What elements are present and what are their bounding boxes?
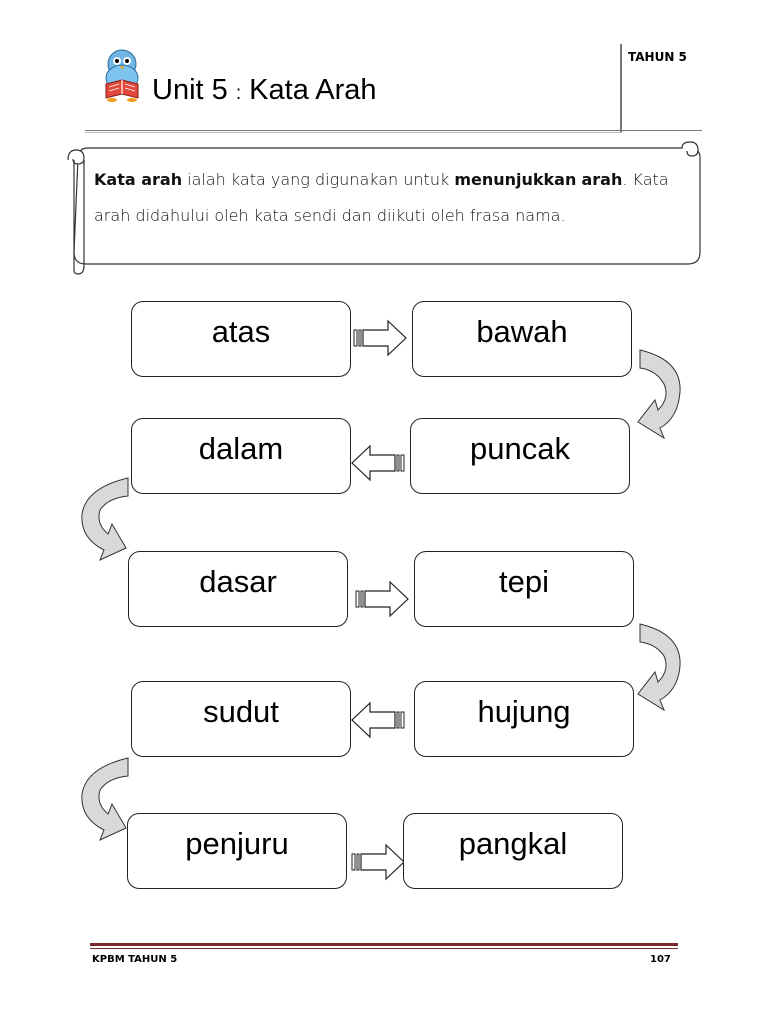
- word-box-penjuru: penjuru: [127, 813, 347, 889]
- word-box-bawah: bawah: [412, 301, 632, 377]
- word-box-dasar: dasar: [128, 551, 348, 627]
- definition-emphasis-1: menunjukkan: [454, 170, 577, 189]
- unit-label: Unit 5: [152, 74, 228, 106]
- word-box-hujung: hujung: [414, 681, 634, 757]
- arrow-right-2: [356, 582, 408, 616]
- footer-rule: [90, 943, 678, 946]
- word-box-tepi: tepi: [414, 551, 634, 627]
- footer-label: KPBM TAHUN 5: [92, 954, 178, 965]
- arrow-left-1: [352, 446, 404, 480]
- curved-arrow-left-2: [82, 758, 128, 840]
- arrow-left-2: [352, 703, 404, 737]
- curved-arrow-left-1: [82, 478, 128, 560]
- word-box-dalam: dalam: [131, 418, 351, 494]
- definition-emphasis-2: arah: [581, 170, 623, 189]
- title-colon: :: [235, 83, 242, 104]
- arrow-right-1: [354, 321, 406, 355]
- word-box-atas: atas: [131, 301, 351, 377]
- definition-part1: ialah kata yang digunakan untuk: [182, 170, 455, 189]
- definition-part2: . Kata arah didahului oleh kata sendi dan diikuti oleh frasa nama.: [94, 170, 669, 225]
- curved-arrow-right-2: [638, 624, 680, 710]
- arrow-right-3: [352, 845, 404, 879]
- curved-arrow-right-1: [638, 350, 680, 438]
- word-box-sudut: sudut: [131, 681, 351, 757]
- word-box-puncak: puncak: [410, 418, 630, 494]
- topic-label: Kata Arah: [249, 74, 377, 106]
- year-tag: TAHUN 5: [628, 50, 687, 64]
- definition-term: Kata arah: [94, 170, 183, 189]
- page-number: 107: [650, 954, 671, 965]
- footer-rule-thin: [90, 948, 678, 949]
- word-box-pangkal: pangkal: [403, 813, 623, 889]
